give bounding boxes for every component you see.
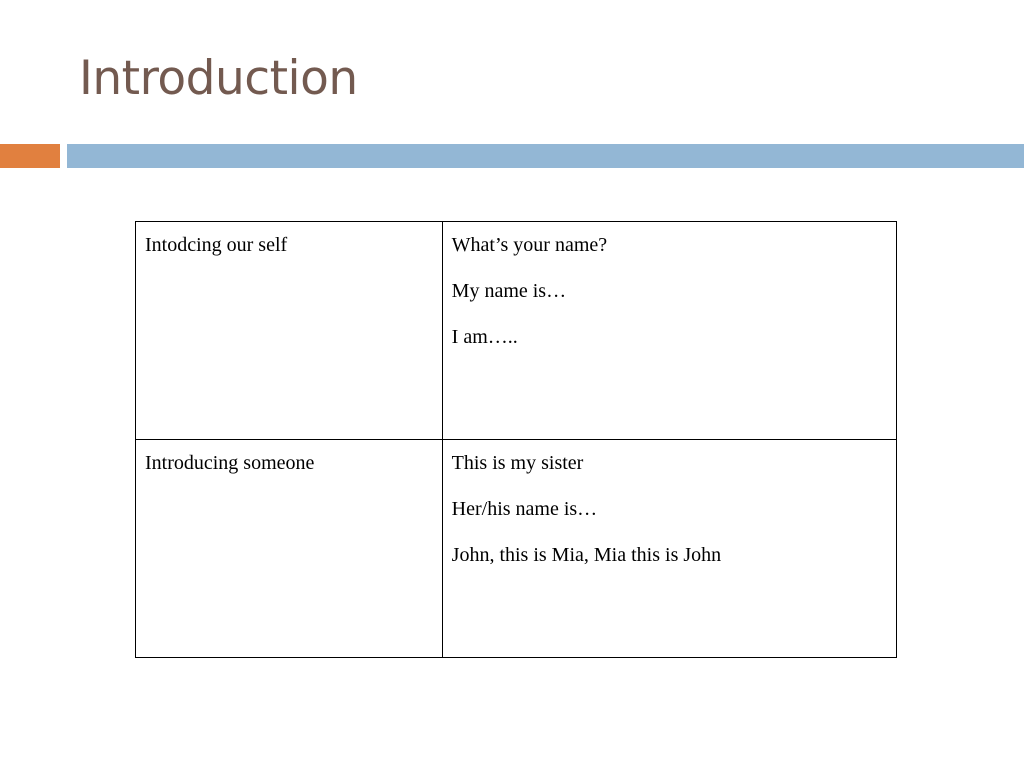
phrase: John, this is Mia, Mia this is John (451, 544, 722, 566)
row-label: Intodcing our self (145, 234, 288, 256)
introduction-table (135, 221, 897, 658)
title-divider-bar (67, 144, 1024, 168)
phrase: What’s your name? (451, 234, 608, 256)
phrase: My name is… (451, 280, 567, 302)
title-accent-bar (0, 144, 60, 168)
table-cell-phrases (442, 222, 896, 440)
table-row (136, 222, 897, 440)
table-cell-phrases (442, 440, 896, 658)
phrase: I am….. (451, 326, 518, 348)
table-cell-label (136, 222, 443, 440)
slide-title: Introduction (79, 51, 358, 106)
phrase: This is my sister (451, 452, 584, 474)
table-row (136, 440, 897, 658)
row-label: Introducing someone (145, 452, 315, 474)
table-cell-label (136, 440, 443, 658)
phrase: Her/his name is… (451, 498, 598, 520)
